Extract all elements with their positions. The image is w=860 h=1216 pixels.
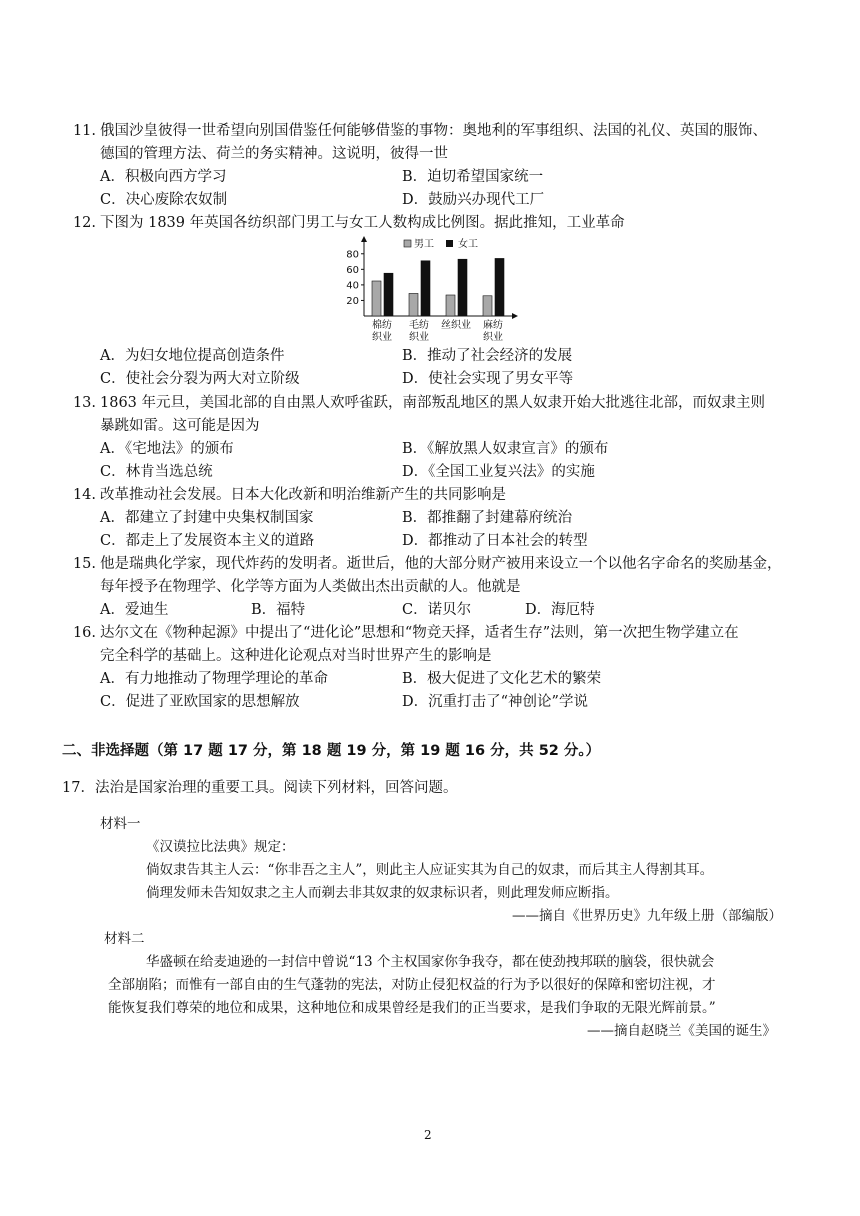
question-number: 12.: [72, 215, 96, 231]
option-c[interactable]: C．促进了亚欧国家的思想解放: [100, 694, 300, 710]
legend-label-female: 女工: [458, 239, 478, 250]
page-number: 2: [424, 1128, 432, 1142]
question-number: 11.: [72, 123, 96, 139]
bar-male: [483, 296, 492, 316]
question-stem: 达尔文在《物种起源》中提出了“进化论”思想和“物竞天择，适者生存”法则，第一次把生物学建立在: [100, 625, 739, 641]
option-c[interactable]: C．诺贝尔: [402, 602, 472, 618]
option-d[interactable]: D．使社会实现了男女平等: [402, 371, 574, 387]
option-d[interactable]: D．鼓励兴办现代工厂: [402, 192, 545, 208]
y-axis-arrow: [361, 236, 367, 242]
bar-female: [384, 273, 393, 316]
question-number: 14.: [72, 487, 96, 503]
material-two-line: 全部崩陷；而惟有一部自由的生气蓬勃的宪法，对防止侵犯权益的行为予以很好的保障和密切注视，才: [108, 977, 716, 993]
question-12-options: [100, 345, 800, 391]
section-heading: 二、非选择题（第 17 题 17 分，第 18 题 19 分，第 19 题 16 分，共 52 分。）: [62, 743, 601, 759]
y-tick-label: 80: [346, 249, 359, 261]
bar-male: [372, 281, 381, 316]
option-a[interactable]: A．积极向西方学习: [100, 169, 227, 185]
bar-female: [421, 261, 430, 316]
y-tick-label: 40: [346, 280, 359, 292]
bar-female: [495, 258, 504, 316]
material-two-source: ——摘自赵晓兰《美国的诞生》: [587, 1023, 776, 1039]
question-stem: 完全科学的基础上。这种进化论观点对当时世界产生的影响是: [100, 648, 492, 664]
x-tick-label: 织业: [372, 332, 392, 343]
option-d[interactable]: D．都推动了日本社会的转型: [402, 533, 588, 549]
x-axis-arrow: [512, 313, 518, 319]
bar-male: [446, 295, 455, 316]
y-tick-label: 60: [346, 264, 359, 276]
question-number: 15.: [72, 556, 96, 572]
x-tick-label: 棉纺: [372, 320, 392, 331]
question-11: [72, 120, 800, 212]
question-16: [72, 622, 800, 714]
option-a[interactable]: A．有力地推动了物理学理论的革命: [100, 671, 328, 687]
option-a[interactable]: A．都建立了封建中央集权制国家: [100, 510, 314, 526]
bar-female: [458, 259, 467, 316]
question-13: [72, 392, 800, 484]
question-stem: 每年授予在物理学、化学等方面为人类做出杰出贡献的人。他就是: [100, 579, 521, 595]
material-two-title: 材料二: [104, 931, 145, 947]
material-one-line: 倘奴隶告其主人云：“你非吾之主人”，则此主人应证实其为自己的奴隶，而后其主人得割其耳。: [146, 862, 714, 878]
option-c[interactable]: C．使社会分裂为两大对立阶级: [100, 371, 300, 387]
material-one-source: ——摘自《世界历史》九年级上册（部编版）: [512, 908, 782, 924]
question-stem: 他是瑞典化学家，现代炸药的发明者。逝世后，他的大部分财产被用来设立一个以他名字命名的奖励基金，: [100, 556, 782, 572]
material-two-line: 能恢复我们尊荣的地位和成果，这种地位和成果曾经是我们的正当要求，是我们争取的无限光辉前景。”: [108, 1000, 716, 1016]
bar-male: [409, 293, 418, 316]
option-d[interactable]: D．《全国工业复兴法》的实施: [402, 464, 595, 480]
material-one-line: 倘理发师未告知奴隶之主人而剃去非其奴隶的奴隶标识者，则此理发师应断指。: [146, 885, 619, 901]
question-15: [72, 553, 800, 622]
x-tick-label: 麻纺: [483, 320, 503, 331]
option-c[interactable]: C．决心废除农奴制: [100, 192, 228, 208]
option-a[interactable]: A．为妇女地位提高创造条件: [100, 348, 285, 364]
question-number: 13.: [72, 395, 96, 411]
question-stem: 俄国沙皇彼得一世希望向别国借鉴任何能够借鉴的事物：奥地利的军事组织、法国的礼仪、英国的服饰、: [100, 123, 767, 139]
option-b[interactable]: B．都推翻了封建幕府统治: [402, 510, 573, 526]
question-stem: 下图为 1839 年英国各纺织部门男工与女工人数构成比例图。据此推知，工业革命: [100, 215, 625, 231]
x-tick-label: 织业: [409, 332, 429, 343]
x-tick-label: 丝织业: [441, 320, 471, 331]
question-14: [72, 484, 800, 553]
question-stem: 1863 年元旦，美国北部的自由黑人欢呼雀跃，南部叛乱地区的黑人奴隶开始大批逃往北部，而奴隶主则: [100, 395, 766, 411]
question-stem: 改革推动社会发展。日本大化改新和明治维新产生的共同影响是: [100, 487, 506, 503]
option-c[interactable]: C．林肯当选总统: [100, 464, 213, 480]
material-two-line: 华盛顿在给麦迪逊的一封信中曾说“13 个主权国家你争我夺，都在使劲拽邦联的脑袋，很快就会: [146, 954, 715, 970]
option-a[interactable]: A．《宅地法》的颁布: [100, 441, 234, 457]
question-12: [72, 212, 800, 235]
option-c[interactable]: C．都走上了发展资本主义的道路: [100, 533, 315, 549]
option-d[interactable]: D．海厄特: [525, 602, 595, 618]
legend-label-male: 男工: [414, 239, 434, 250]
y-tick-label: 20: [346, 295, 359, 307]
x-tick-label: 织业: [483, 332, 503, 343]
textile-workers-chart: [330, 236, 520, 348]
option-b[interactable]: B．《解放黑人奴隶宣言》的颁布: [402, 441, 609, 457]
question-stem: 德国的管理方法、荷兰的务实精神。这说明，彼得一世: [100, 146, 448, 162]
x-tick-label: 毛纺: [409, 320, 429, 331]
option-d[interactable]: D．沉重打击了“神创论”学说: [402, 694, 588, 710]
option-b[interactable]: B．迫切希望国家统一: [402, 169, 544, 185]
material-one-title: 材料一: [100, 816, 141, 832]
question-stem: 暴跳如雷。这可能是因为: [100, 418, 260, 434]
option-b[interactable]: B．极大促进了文化艺术的繁荣: [402, 671, 602, 687]
option-b[interactable]: B．推动了社会经济的发展: [402, 348, 573, 364]
material-one-line: 《汉谟拉比法典》规定：: [146, 839, 295, 855]
option-b[interactable]: B．福特: [251, 602, 306, 618]
option-a[interactable]: A．爱迪生: [100, 602, 169, 618]
legend-swatch-female: [446, 240, 453, 247]
question-17-stem: 17．法治是国家治理的重要工具。阅读下列材料，回答问题。: [62, 780, 458, 796]
question-number: 16.: [72, 625, 96, 641]
legend-swatch-male: [404, 240, 411, 247]
